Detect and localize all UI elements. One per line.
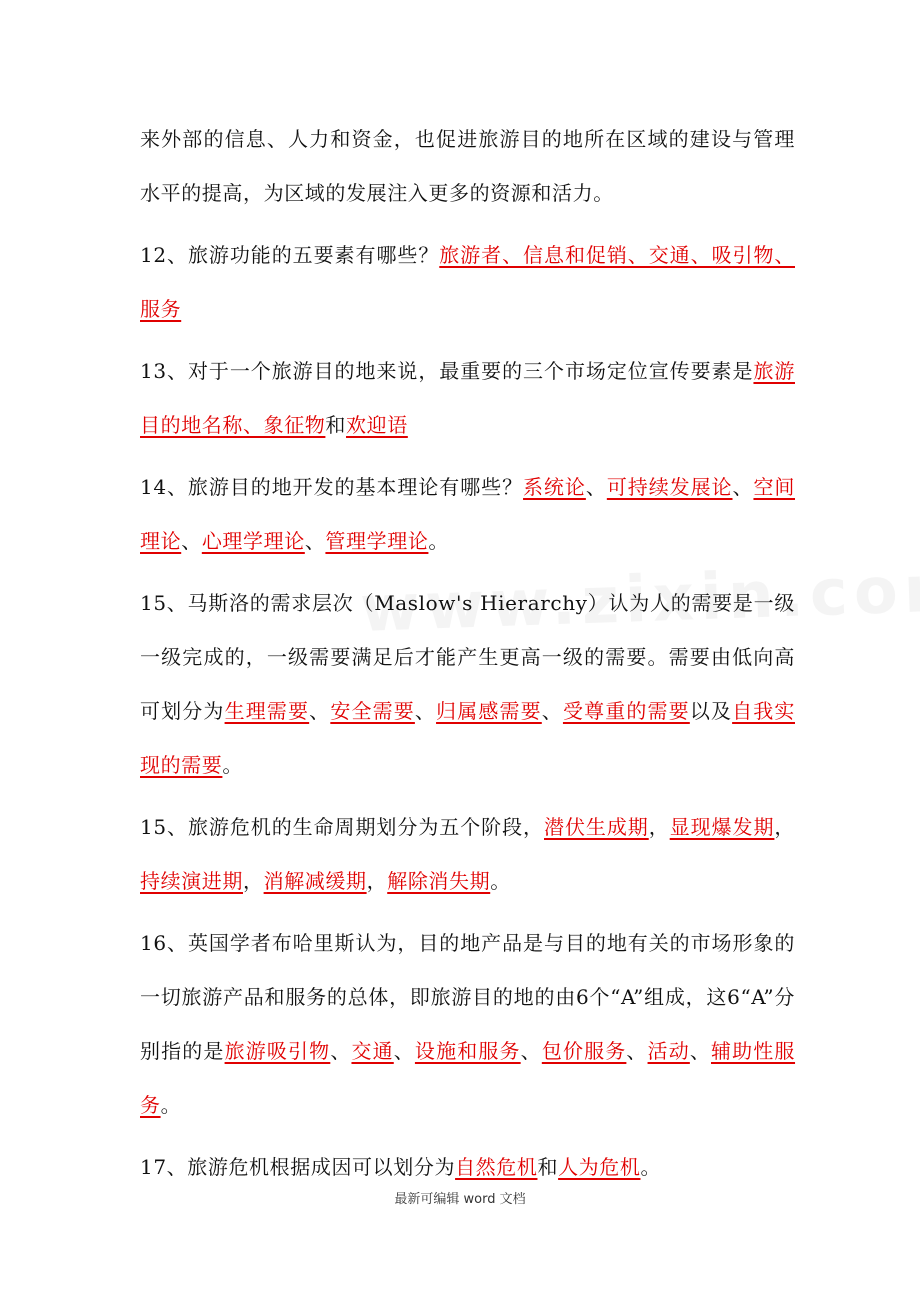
end-mark: 。 bbox=[490, 869, 511, 893]
separator: 、 bbox=[330, 1039, 352, 1063]
separator: 和 bbox=[325, 413, 347, 437]
separator: 以及 bbox=[689, 699, 733, 723]
separator: 、 bbox=[393, 1039, 415, 1063]
separator: 、 bbox=[414, 699, 437, 723]
answer: 旅游吸引物 bbox=[224, 1039, 331, 1063]
answer: 归属感需要 bbox=[436, 699, 542, 723]
answer: 解除消失期 bbox=[387, 869, 491, 893]
question-text: 12、旅游功能的五要素有哪些？ bbox=[140, 243, 440, 267]
answer: 受尊重的需要 bbox=[562, 699, 690, 723]
separator: ， bbox=[366, 869, 388, 893]
separator: 、 bbox=[732, 475, 754, 499]
answer: 管理学理论 bbox=[325, 529, 429, 553]
answer: 人为危机 bbox=[558, 1155, 641, 1179]
question-text: 15、马斯洛的需求层次（Maslow's Hierarchy）认为人的需要是一级一级完成的，一级需要满足后才能产生更高一级的需要。需要由低向高可划分为 bbox=[140, 591, 795, 723]
answer: 显现爆发期 bbox=[669, 815, 775, 839]
question-text: 14、旅游目的地开发的基本理论有哪些？ bbox=[140, 475, 524, 499]
question-17 bbox=[140, 1140, 795, 1194]
question-14 bbox=[140, 460, 795, 568]
end-mark: 。 bbox=[222, 753, 244, 777]
answer: 可持续发展论 bbox=[606, 475, 733, 499]
question-text: 15、旅游危机的生命周期划分为五个阶段， bbox=[140, 815, 544, 839]
separator: 、 bbox=[309, 699, 331, 723]
answer: 活动 bbox=[647, 1039, 690, 1063]
separator: 、 bbox=[181, 529, 202, 553]
answer: 持续演进期 bbox=[140, 869, 243, 893]
question-13 bbox=[140, 344, 795, 452]
answer: 自我实现的需要 bbox=[140, 699, 795, 777]
end-mark: 。 bbox=[640, 1155, 662, 1179]
answer: 系统论 bbox=[523, 475, 586, 499]
end-mark: 。 bbox=[160, 1093, 182, 1117]
intro-text: 来外部的信息、人力和资金，也促进旅游目的地所在区域的建设与管理水平的提高，为区域的发展注入更多的资源和活力。 bbox=[140, 127, 795, 205]
intro-paragraph bbox=[140, 112, 795, 220]
document-body bbox=[140, 112, 795, 1202]
question-text: 13、对于一个旅游目的地来说，最重要的三个市场定位宣传要素是 bbox=[140, 359, 754, 383]
separator: 、 bbox=[541, 699, 563, 723]
question-text: 16、英国学者布哈里斯认为，目的地产品是与目的地有关的市场形象的一切旅游产品和服务的总体，即旅游目的地的由6个“A”组成，这6“A”分别指的是 bbox=[140, 931, 795, 1063]
answer: 自然危机 bbox=[455, 1155, 538, 1179]
answer: 安全需要 bbox=[330, 699, 415, 723]
separator: 、 bbox=[520, 1039, 542, 1063]
answer: 设施和服务 bbox=[414, 1039, 521, 1063]
separator: 、 bbox=[585, 475, 607, 499]
answer: 空间理论 bbox=[140, 475, 795, 553]
answer: 欢迎语 bbox=[346, 413, 408, 437]
answer: 旅游者、信息和促销、交通、吸引物、服务 bbox=[140, 243, 795, 321]
page-footer: 最新可编辑 word 文档 bbox=[394, 1192, 526, 1207]
separator: 、 bbox=[304, 529, 326, 553]
question-15b bbox=[140, 800, 795, 908]
separator: 、 bbox=[689, 1039, 711, 1063]
separator: ， bbox=[243, 869, 264, 893]
answer: 心理学理论 bbox=[201, 529, 305, 553]
answer: 辅助性服务 bbox=[140, 1039, 796, 1117]
answer: 交通 bbox=[351, 1039, 394, 1063]
question-15a bbox=[140, 576, 795, 792]
question-text: 17、旅游危机根据成因可以划分为 bbox=[140, 1155, 456, 1179]
answer: 生理需要 bbox=[224, 699, 310, 723]
question-16 bbox=[140, 916, 795, 1132]
separator: ， bbox=[648, 815, 670, 839]
answer: 消解减缓期 bbox=[263, 869, 367, 893]
answer: 旅游目的地名称、象征物 bbox=[140, 359, 795, 437]
separator: 和 bbox=[537, 1155, 559, 1179]
answer: 潜伏生成期 bbox=[544, 815, 649, 839]
answer: 包价服务 bbox=[541, 1039, 627, 1063]
question-12 bbox=[140, 228, 795, 336]
separator: 、 bbox=[626, 1039, 648, 1063]
end-mark: 。 bbox=[428, 529, 450, 553]
separator: ， bbox=[774, 815, 796, 839]
